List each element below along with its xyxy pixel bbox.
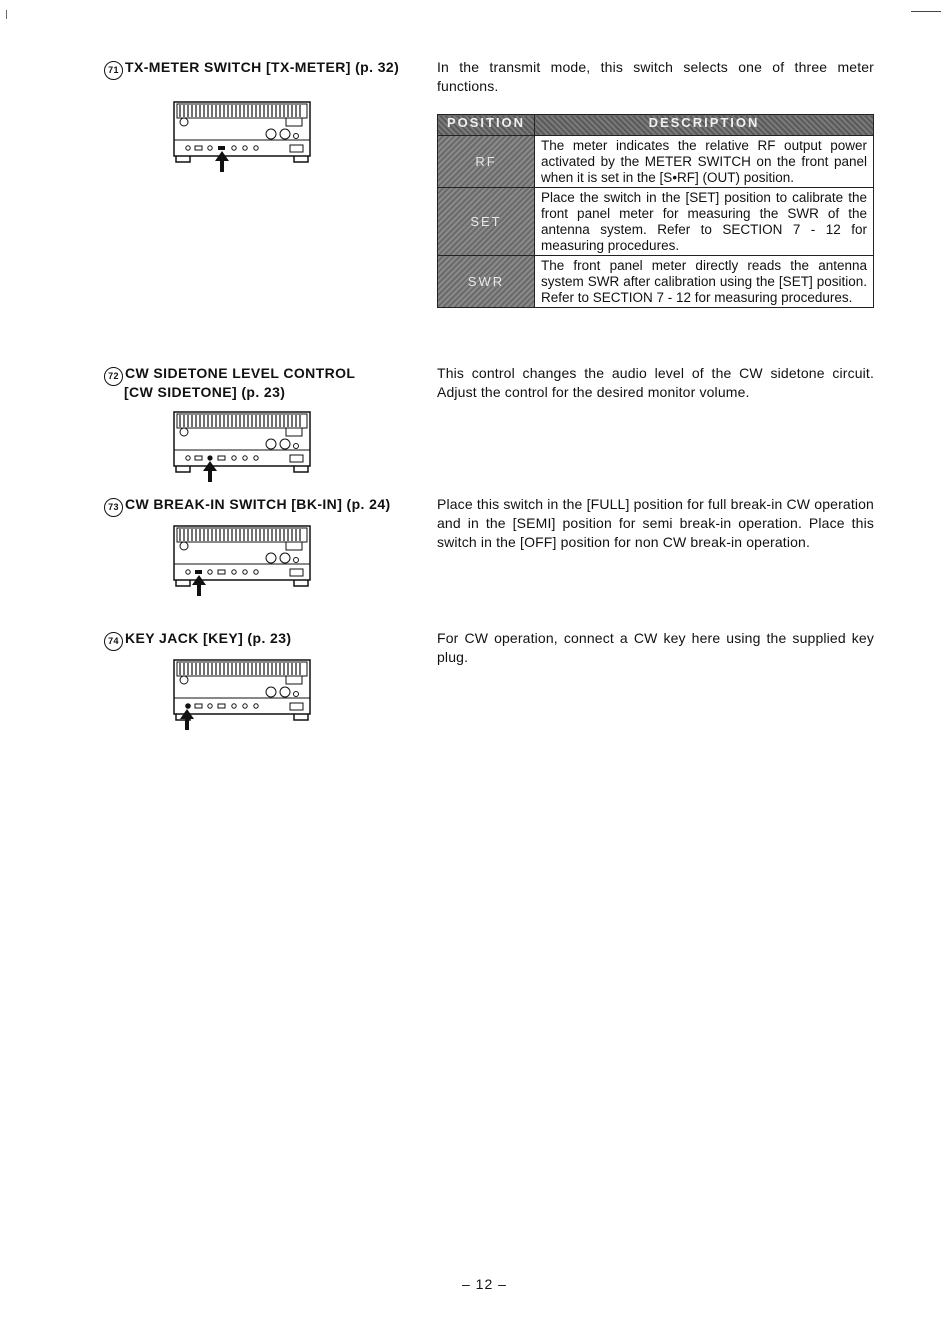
- position-cell: RF: [438, 136, 535, 188]
- table-header-description: DESCRIPTION: [535, 115, 874, 136]
- section-73-number: 73: [104, 498, 123, 517]
- scan-mark: [911, 11, 941, 12]
- section-71-title: TX-METER SWITCH [TX-METER] (p. 32): [125, 59, 400, 75]
- section-72-body: This control changes the audio level of the CW sidetone circuit. Adjust the control for the desired monitor volume.: [437, 365, 874, 400]
- section-73-title: CW BREAK-IN SWITCH [BK-IN] (p. 24): [125, 496, 391, 512]
- section-72-title-line2: [CW SIDETONE] (p. 23): [124, 384, 286, 400]
- section-74-body: For CW operation, connect a CW key here using the supplied key plug.: [437, 630, 874, 665]
- table-header-position: POSITION: [438, 115, 535, 136]
- rear-panel-diagram-71: [170, 100, 314, 176]
- section-74-number: 74: [104, 632, 123, 651]
- position-cell: SET: [438, 188, 535, 256]
- table-row: [438, 188, 874, 256]
- section-71-body: In the transmit mode, this switch selects one of three meter functions.: [437, 59, 874, 94]
- section-74-title: KEY JACK [KEY] (p. 23): [125, 630, 292, 646]
- table-row: [438, 256, 874, 308]
- page-number: – 12 –: [462, 1276, 507, 1292]
- scan-mark: [6, 10, 7, 19]
- rear-panel-diagram-74: [170, 658, 314, 734]
- section-72-title-line1: CW SIDETONE LEVEL CONTROL: [125, 365, 356, 381]
- section-73-heading: [104, 495, 391, 517]
- position-description-table: [437, 114, 874, 308]
- position-cell: SWR: [438, 256, 535, 308]
- section-71-heading: [104, 58, 399, 80]
- description-cell: The front panel meter directly reads the antenna system SWR after calibration using the [SET] position. Refer to SECTION 7 - 12 for measuring procedures.: [535, 256, 874, 308]
- section-72-number: 72: [104, 367, 123, 386]
- section-73-body: Place this switch in the [FULL] position for full break-in CW operation and in the [SEMI] position for semi break-in operation. Place this switch in the [OFF] position for non CW break-in operation.: [437, 496, 874, 550]
- section-74-heading: [104, 629, 291, 651]
- description-cell: Place the switch in the [SET] position to calibrate the front panel meter for measuring the SWR of the antenna system. Refer to SECTION 7 - 12 for measuring procedures.: [535, 188, 874, 256]
- description-cell: The meter indicates the relative RF output power activated by the METER SWITCH on the front panel when it is set in the [S•RF] (OUT) position.: [535, 136, 874, 188]
- table-row: [438, 136, 874, 188]
- section-71-number: 71: [104, 61, 123, 80]
- rear-panel-diagram-72: [170, 410, 314, 486]
- rear-panel-diagram-73: [170, 524, 314, 600]
